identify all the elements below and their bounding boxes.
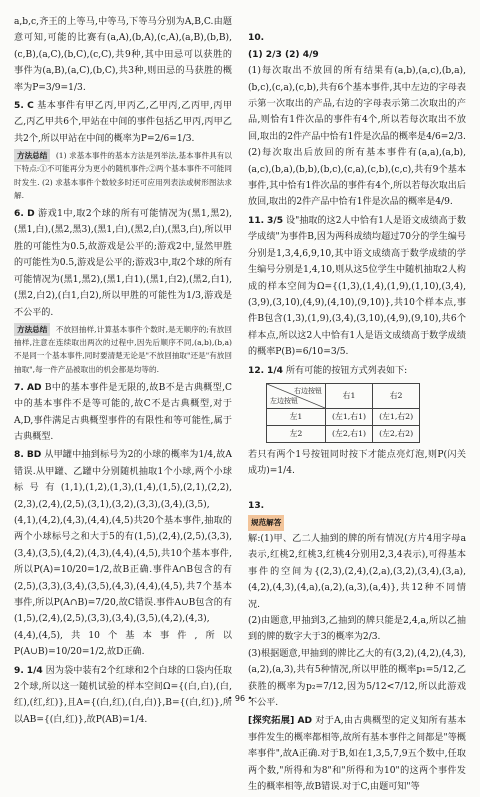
q12 — [248, 363, 466, 379]
q8-number: 8. — [14, 450, 24, 461]
page-number: • 96 • — [227, 694, 253, 703]
q6-text: 游戏1中,取2个球的所有可能情况为(黑1,黑2),(黑1,白),(黑2,黑3),(黑1,白),(黑2,白),(黑3,白),所以甲胜的可能性为0.5,故游戏是公平的;游戏2中,显然甲胜的可能性为0.5,游戏是公平的;游戏3中,取2个球的所有可能情况为(黑1,黑2),(黑1,白1),(黑1,白2),(黑2,白1),(黑2,白2),(白1,白2),所以甲胜的可能性为1/3,游戏是不公平的. — [14, 209, 232, 318]
q13-text: 解:(1)甲、乙二人抽到的牌的所有情况(方片4用字母a表示,红桃2,红桃3,红桃4分别用2,3,4表示),可得基本事件的空间为{(2,3),(2,4),(2,a),(3,2),(3,4),(3,a),(4,2),(4,3),(4,a),(a,2),(a,3),(a,4)},共12种不同情况. (2)由题意,甲抽到3,乙抽到的牌只能是2,4,a,所以乙抽到的牌的数字大于3的概率为2/3. (3)根据题意,甲抽到的牌比乙大的有(3,2),(4,2),(4,3),(a,2),(a,3),共有5种情况,所以甲胜的概率p₁=5/12,乙获胜的概率为p₂=7/12,因为5/12<7/12,所以此游戏不公平. — [248, 533, 466, 709]
q10-text: (1)每次取出不放回的所有结果有(a,b),(a,c),(b,a),(b,c),(c,a),(c,b),共有6个基本事件,其中左边的字母表示第一次取出的产品,右边的字母表示第二次取出的产品,则恰有1件次品的事件有4个,所以若每次取出不放回,取出的2件产品中恰有1件是次品的概率是4/6=2/3. (2)每次取出后放回的所有基本事件有(a,a),(a,b),(a,c),(b,a),(b,b),(b,c),(c,a),(c,b),(c,c),共有9个基本事件,其中恰有1件次品的事件有4个,所以若每次取出后放回,取出的2件产品中恰有1件是次品的概率是4/9. — [248, 66, 466, 208]
method-summary-1 — [14, 149, 232, 202]
q11-text: 设"抽取的这2人中恰有1人是语文成绩高于数学成绩"为事件B,因为两科成绩均超过70分的学生编号分别是1,3,4,6,9,10,其中语文成绩高于数学成绩的学生编号分别是1,4,10,则从这5位学生中随机抽取2人构成的样本空间为Ω={(1,3),(1,4),(1,9),(1,10),(3,4),(3,9),(3,10),(4,9),(4,10),(9,10)},共10个样本点,事件B包含(1,3),(1,9),(3,4),(3,10),(4,9),(9,10),共6个样本点,所以这2人中恰有1人是语文成绩高于数学成绩的概率P(B)=6/10=3/5. — [248, 215, 466, 358]
explore-answer: AD — [297, 716, 313, 727]
q5 — [14, 98, 232, 147]
q12-conclusion: 若只有两个1号按钮同时按下才能点亮灯泡,则P(闪关成功)=1/4. — [248, 449, 466, 477]
table-cell: (左2,右1) — [326, 425, 373, 442]
table-cell: (左1,右2) — [373, 408, 420, 425]
q9-number: 9. — [14, 665, 24, 676]
q6 — [14, 206, 232, 321]
explore-text: 对于A,由古典概型的定义知所有基本事件发生的概率都相等,故所有基本事件之间都是"等概率事件",故A正确.对于B,如在1,3,5,7,9五个数中,任取两个数,"所得和为8"和"所得和为10"的这两个事件发生的概率相等,故B错误.对于C,由题可知"等 — [248, 716, 466, 793]
table-col-header: 右1 — [326, 383, 373, 408]
q10-answer: (1) 2/3 (2) 4/9 — [248, 49, 319, 60]
q5-number: 5. — [14, 101, 24, 112]
method-tag-2: 方法总结 — [14, 323, 50, 336]
q4-continuation: a,b,c,齐王的上等马,中等马,下等马分别为A,B,C.由题意可知,可能的比赛有(a,A),(b,A),(c,A),(a,B),(b,B),(c,B),(a,C),(b,C),(c,C),共9种,其中田忌可以获胜的事件为(a,B),(a,C),(b,C),共3种,则田忌的马获胜的概率为P=3/9=1/3. — [14, 17, 232, 93]
table-cell: (左2,右2) — [373, 425, 420, 442]
table-cell: (左1,右1) — [326, 408, 373, 425]
table-col-header: 右2 — [373, 383, 420, 408]
method-tag-1: 方法总结 — [14, 149, 50, 162]
diag-bottom-label: 左边按钮 — [270, 396, 298, 405]
right-column — [248, 14, 466, 797]
q12-number: 12. — [248, 365, 265, 376]
table-row-header: 左2 — [267, 425, 326, 442]
q10-number: 10. — [248, 33, 265, 44]
explore-extension — [248, 713, 466, 795]
q12-text: 所有可能的按钮方式列表如下: — [285, 365, 408, 376]
q12-answer: 1/4 — [267, 365, 284, 376]
q13 — [248, 482, 466, 712]
button-combination-table — [266, 383, 420, 443]
q13-number: 13. — [248, 501, 265, 512]
q13-tag: 规范解答 — [248, 515, 284, 531]
q11-number: 11. — [248, 215, 265, 226]
table-diagonal-header — [267, 383, 326, 408]
q5-answer: C — [27, 101, 34, 112]
method-summary-2 — [14, 323, 232, 376]
q7-text: B中的基本事件是无限的,故B不是古典概型,C中的基本事件不是等可能的,故C不是古典概型,对于A,D,事件满足古典概型事件的有限性和等可能性,属于古典概型. — [14, 382, 232, 442]
left-column — [14, 14, 232, 730]
explore-tag: [探究拓展] — [248, 716, 295, 727]
q8-answer: BD — [26, 450, 42, 461]
q11 — [248, 213, 466, 361]
q11-answer: 3/5 — [267, 215, 284, 226]
q6-answer: D — [27, 209, 35, 220]
q8-text: 从甲罐中抽到标号为2的小球的概率为1/4,故A错误.从甲罐、乙罐中分别随机抽取1个小球,两个小球标号有(1,1),(1,2),(1,3),(1,4),(1,5),(2,1),(2,2),(2,3),(2,4),(2,5),(3,1),(3,2),(3,3),(3,4),(3,5),(4,1),(4,2),(4,3),(4,4),(4,5)共20个基本事件,抽取的两个小球标号之和大于5的有(1,5),(2,4),(2,5),(3,3),(3,4),(3,5),(4,2),(4,3),(4,4),(4,5),共10个基本事件,所以P(A)=10/20=1/2,故B正确.事件A∩B包含的有(2,5),(3,3),(3,4),(3,5),(4,3),(4,4),(4,5),共7个基本事件,所以P(A∩B)=7/20,故C错误.事件A∪B包含的有(1,5),(2,4),(2,5),(3,3),(3,4),(3,5),(4,2),(4,3),(4,4),(4,5),共10个基本事件,所以P(A∪B)=10/20=1/2,故D正确. — [14, 450, 232, 658]
q10 — [248, 14, 466, 211]
q7 — [14, 380, 232, 446]
q9-text: 因为袋中装有2个红球和2个白球的口袋内任取2个球,所以这一随机试验的样本空间Ω={(白,白),(白,红),(红,红)},且A={(白,红),(白,白)},B={(白,红)},所以AB={(白,红)},故P(AB)=1/4. — [14, 665, 232, 725]
q7-number: 7. — [14, 382, 24, 393]
table-row-header: 左1 — [267, 408, 326, 425]
q5-text: 基本事件有甲乙丙,甲丙乙,乙甲丙,乙丙甲,丙甲乙,丙乙甲共6个,甲站在中间的事件包括乙甲丙,丙甲乙共2个,所以甲站在中间的概率为P=2/6=1/3. — [14, 101, 232, 144]
method-text-1: (1) 求基本事件的基本方法是列举法,基本事件具有以下特点:①不可能再分为更小的随机事件;②两个基本事件不可能同时发生. (2) 求基本事件个数较多时还可应用列表法或树形图法求解. — [14, 151, 232, 200]
diag-top-label: 右边按钮 — [294, 386, 322, 395]
method-text-2: 不放回抽样,计算基本事件个数时,是无顺序的;有放回抽样,注意在连续取出两次的过程中,因先后顺序不同,(a,b),(b,a)不是同一个基本事件,同时要清楚无论是"不放回抽取"还是"有放回抽取",每一件产品被取出的机会都是均等的. — [14, 324, 232, 374]
q9-answer: 1/4 — [26, 665, 43, 676]
q7-answer: AD — [27, 382, 42, 393]
q8 — [14, 447, 232, 660]
q6-number: 6. — [14, 209, 24, 220]
